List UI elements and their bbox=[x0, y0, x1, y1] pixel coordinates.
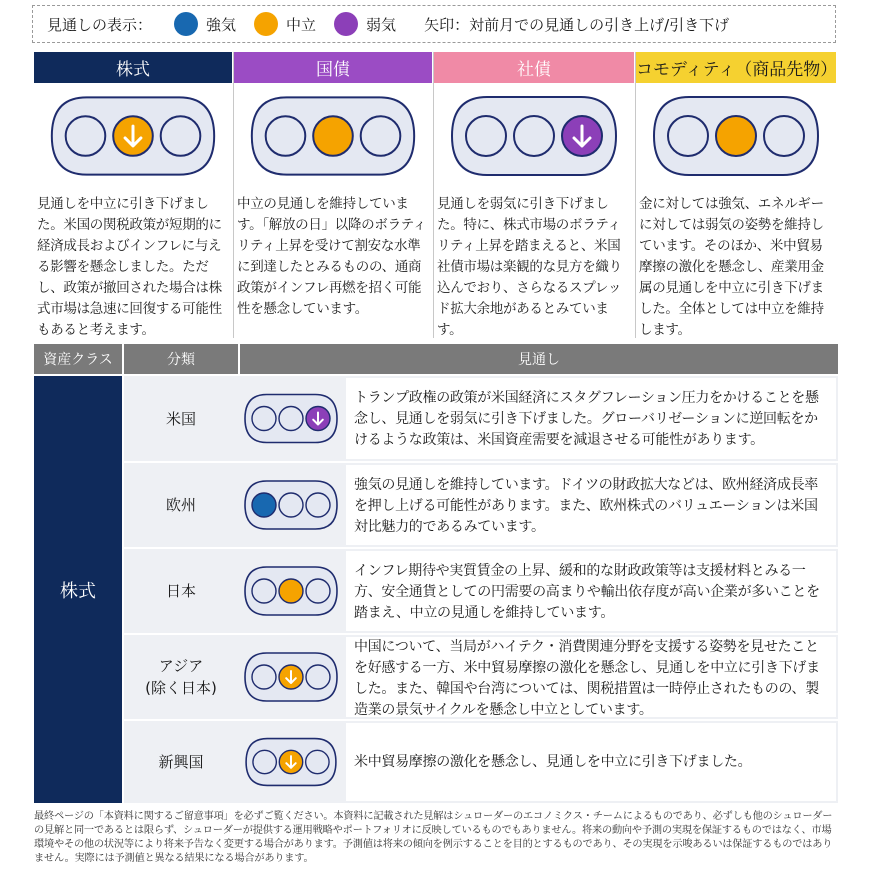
header-label: 見通し bbox=[518, 352, 560, 368]
active-signal-dot bbox=[252, 493, 276, 517]
active-signal-dot bbox=[279, 579, 303, 603]
inactive-signal-dot bbox=[306, 579, 330, 603]
inactive-signal-dot bbox=[279, 407, 303, 431]
legend-arrow-note: 矢印：対前月での見通しの引き上げ/引き下げ bbox=[424, 15, 730, 34]
inactive-signal-dot bbox=[279, 493, 303, 517]
footnote: 最終ページの「本資料に関するご留意事項」を必ずご覧ください。本資料に記載された見解はシュローダーのエコノミクス・チームによるものであり、必ずしも他のシュローダーの見解と同一であるとは限らず、シュローダーが提供する運用戦略やポートフォリオに反映しているものでもありません。将来の動向や予測の実現を保証するものではなく、市場環境やその他の状況等により将来予告なく変更する場合があります。予測値は将来の傾向を例示することを目的とするものであり、その実現を示唆あるいは保証するものではありません。実際には予測値と異なる結果になる場合があります。 bbox=[34, 811, 833, 864]
table-header-asset-class bbox=[34, 344, 122, 374]
description-commodities: 金に対しては強気、エネルギーに対しては弱気の姿勢を維持しています。そのほか、米中貿易摩擦の激化を懸念し、産業用金属の見通しを中立に引き下げました。全体としては中立を維持します。 bbox=[639, 196, 824, 338]
table-row-text-japan: インフレ期待や実質賃金の上昇、緩和的な財政政策等は支援材料とみる一方、安全通貨としての円需要の高まりや輸出依存度が高い企業が多いことを踏まえ、中立の見通しを維持しています。 bbox=[346, 551, 836, 631]
description-equity: 見通しを中立に引き下げました。米国の関税政策が短期的に経済成長およびインフレに与える影響を懸念しました。ただし、政策が撤回された場合は株式市場は急速に回復する可能性もあると考えます。 bbox=[37, 196, 222, 338]
active-signal-dot bbox=[716, 116, 756, 156]
column-divider bbox=[233, 52, 234, 338]
table-row-region-us bbox=[124, 376, 238, 461]
legend-bearish-label: 弱気 bbox=[366, 15, 397, 34]
category-header-corp-bonds bbox=[434, 52, 634, 83]
category-header-equity bbox=[34, 52, 232, 83]
row-signal-us bbox=[240, 376, 342, 461]
region-label: 新興国 bbox=[158, 753, 204, 771]
row-signal-europe bbox=[240, 463, 342, 547]
asset-class-label: 株式 bbox=[60, 580, 96, 602]
region-label: 欧州 bbox=[165, 496, 196, 514]
legend-box bbox=[32, 5, 836, 43]
inactive-signal-dot bbox=[306, 493, 330, 517]
signal-light-commodities bbox=[636, 86, 836, 186]
description-govt-bonds: 中立の見通しを維持しています。「解放の日」以降のボラティリティ上昇を受けて割安な水準に到達したとみるものの、通商政策がインフレ再燃を招く可能性を懸念しています。 bbox=[237, 196, 427, 317]
legend-neutral-label: 中立 bbox=[286, 15, 317, 34]
category-header-govt-bonds bbox=[234, 52, 432, 83]
header-label: 分類 bbox=[167, 352, 195, 368]
table-row-text-asia: 中国について、当局がハイテク・消費関連分野を支援する姿勢を見せたことを好感する一方、米中貿易摩擦の激化を懸念し、見通しを中立に引き下げました。また、韓国や台湾については、関税措置は一時停止されたものの、製造業の景気サイクルを懸念し中立としています。 bbox=[346, 637, 836, 717]
table-header-outlook bbox=[240, 344, 838, 374]
table-header-category bbox=[124, 344, 238, 374]
region-label: 日本 bbox=[165, 582, 196, 600]
legend-bullish-label: 強気 bbox=[206, 15, 237, 34]
category-title: 株式 bbox=[116, 60, 150, 80]
inactive-signal-dot bbox=[361, 116, 401, 156]
active-signal-dot bbox=[313, 116, 353, 156]
asset-class-cell bbox=[34, 376, 122, 803]
table-row-region-em bbox=[124, 721, 238, 803]
region-label: 米国 bbox=[165, 409, 196, 428]
inactive-signal-dot bbox=[668, 116, 708, 156]
inactive-signal-dot bbox=[253, 750, 276, 773]
table-row-region-europe bbox=[124, 463, 238, 547]
category-title: 国債 bbox=[316, 60, 350, 80]
table-row-region-japan bbox=[124, 549, 238, 633]
inactive-signal-dot bbox=[306, 665, 330, 689]
description-corp-bonds: 見通しを弱気に引き下げました。特に、株式市場のボラティリティ上昇を踏まえると、米国社債市場は楽観的な見方を織り込んでおり、さらなるスプレッド拡大余地があるとみています。 bbox=[437, 196, 622, 338]
column-divider bbox=[635, 52, 636, 338]
inactive-signal-dot bbox=[266, 116, 306, 156]
row-signal-japan bbox=[240, 549, 342, 633]
signal-light-govt-bonds bbox=[234, 86, 432, 186]
signal-light-corp-bonds bbox=[434, 86, 634, 186]
inactive-signal-dot bbox=[252, 407, 276, 431]
row-signal-asia bbox=[240, 635, 342, 719]
inactive-signal-dot bbox=[466, 116, 506, 156]
header-label: 資産クラス bbox=[43, 352, 113, 368]
inactive-signal-dot bbox=[764, 116, 804, 156]
bearish-dot-icon bbox=[334, 12, 358, 36]
inactive-signal-dot bbox=[252, 665, 276, 689]
inactive-signal-dot bbox=[161, 116, 201, 156]
category-header-commodities bbox=[636, 52, 836, 83]
legend-title: 見通しの表示： bbox=[47, 15, 153, 34]
category-title: コモディティ（商品先物） bbox=[636, 60, 838, 80]
table-row-text-europe: 強気の見通しを維持しています。ドイツの財政拡大などは、欧州経済成長率を押し上げる可能性があります。また、欧州株式のバリュエーションは米国対比魅力的であるみています。 bbox=[346, 465, 836, 545]
table-row-region-asia bbox=[124, 635, 238, 719]
region-label: アジア (除く日本) bbox=[145, 657, 217, 697]
inactive-signal-dot bbox=[306, 750, 329, 773]
row-signal-em bbox=[240, 721, 342, 803]
neutral-dot-icon bbox=[254, 12, 278, 36]
column-divider bbox=[433, 52, 434, 338]
inactive-signal-dot bbox=[252, 579, 276, 603]
table-row-text-us: トランプ政権の政策が米国経済にスタグフレーション圧力をかけることを懸念し、見通しを弱気に引き下げました。グローバリゼーションに逆回転をかけるような政策は、米国資産需要を減退させる可能性があります。 bbox=[346, 378, 836, 459]
table-row-text-em: 米中貿易摩擦の激化を懸念し、見通しを中立に引き下げました。 bbox=[346, 723, 836, 801]
signal-light-equity bbox=[34, 86, 232, 186]
category-title: 社債 bbox=[517, 60, 551, 80]
bullish-dot-icon bbox=[174, 12, 198, 36]
inactive-signal-dot bbox=[66, 116, 106, 156]
inactive-signal-dot bbox=[514, 116, 554, 156]
